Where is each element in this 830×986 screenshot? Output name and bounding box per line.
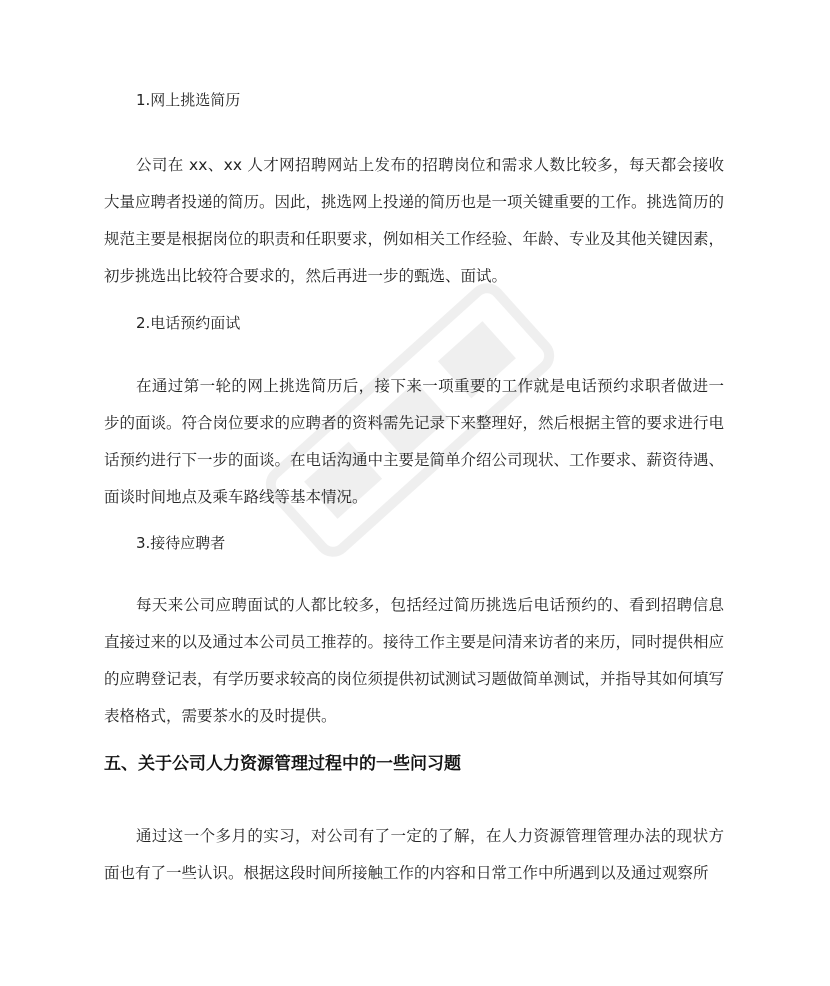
paragraph-phone-interview: 在通过第一轮的网上挑选简历后，接下来一项重要的工作就是电话预约求职者做进一步的面谈。符合岗位要求的应聘者的资料需先记录下来整理好，然后根据主管的要求进行电话预约进行下一步的面谈。在电话沟通中主要是简单介绍公司现状、工作要求、薪资待遇、面谈时间地点及乘车路线等基本情况。 [104, 377, 725, 506]
paragraph-hr-issues: 通过这一个多月的实习，对公司有了一定的了解，在人力资源管理管理办法的现状方面也有了一些认识。根据这段时间所接触工作的内容和日常工作中所遇到以及通过观察所 [104, 827, 724, 882]
subheading-phone-interview: 2.电话预约面试 [136, 314, 241, 332]
subheading-resume-screening: 1.网上挑选简历 [136, 91, 241, 109]
paragraph-reception: 每天来公司应聘面试的人都比较多，包括经过简历挑选后电话预约的、看到招聘信息直接过来的以及通过本公司员工推荐的。接待工作主要是问清来访者的来历，同时提供相应的应聘登记表，有学历要求较高的岗位须提供初试测试习题做简单测试，并指导其如何填写表格格式，需要茶水的及时提供。 [104, 596, 725, 725]
paragraph-resume-screening: 公司在 xx、xx 人才网招聘网站上发布的招聘岗位和需求人数比较多，每天都会接收大量应聘者投递的简历。因此，挑选网上投递的简历也是一项关键重要的工作。挑选简历的规范主要是根据岗位的职责和任职要求，例如相关工作经验、年龄、专业及其他关键因素，初步挑选出比较符合要求的，然后再进一步的甄选、面试。 [104, 156, 725, 285]
subheading-reception: 3.接待应聘者 [136, 534, 226, 552]
section-heading-hr-issues: 五、关于公司人力资源管理过程中的一些问习题 [104, 754, 461, 774]
